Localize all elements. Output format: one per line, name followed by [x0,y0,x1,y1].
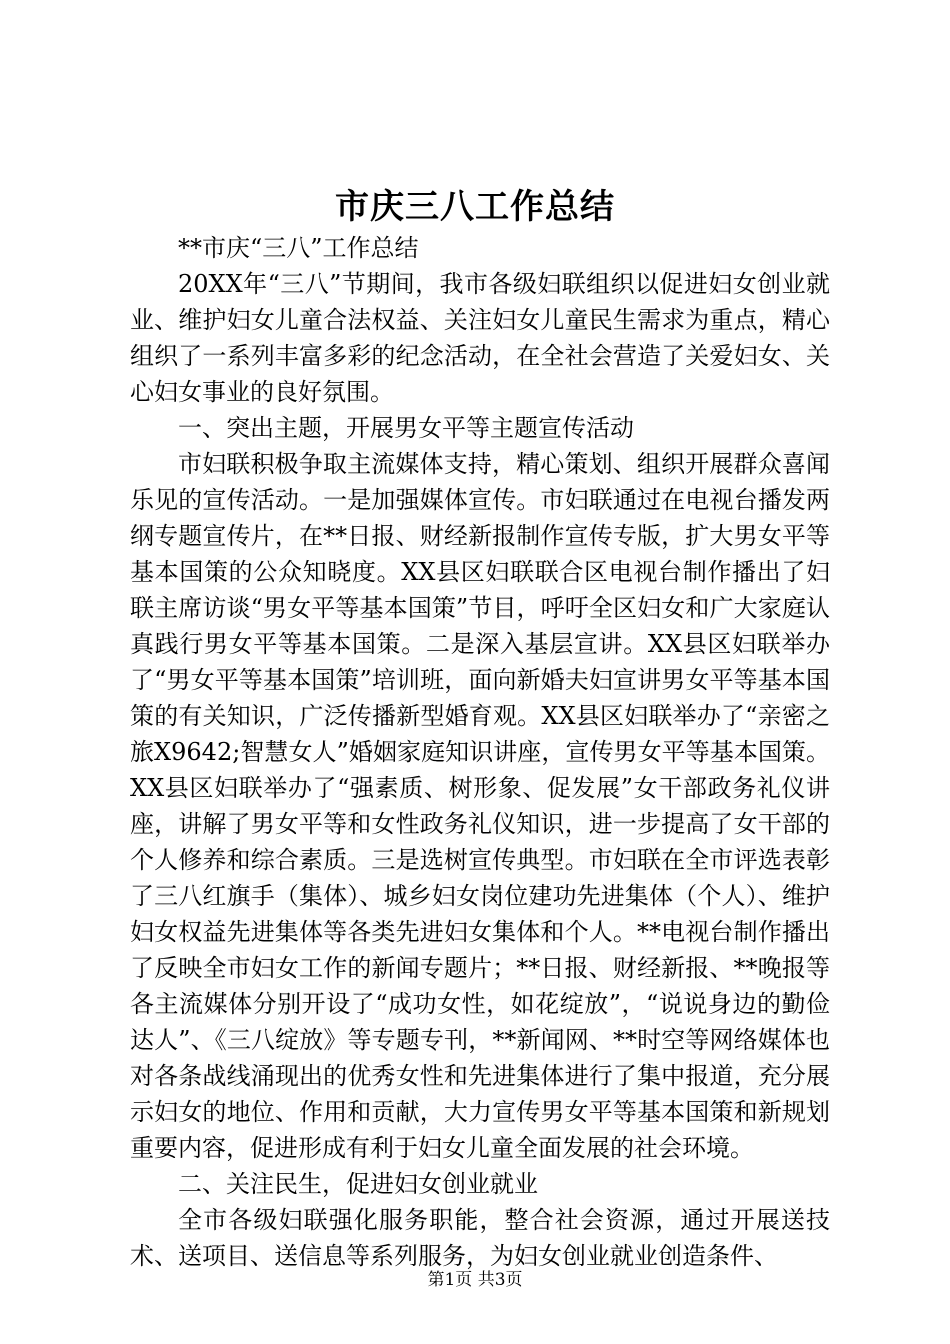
section-1-paragraph: 市妇联积极争取主流媒体支持，精心策划、组织开展群众喜闻乐见的宣传活动。一是加强媒体宣传。市妇联通过在电视台播发两纲专题宣传片，在**日报、财经新报制作宣传专版，扩大男女平等基本国策的公众知晓度。XX县区妇联联合区电视台制作播出了妇联主席访谈“男女平等基本国策”节目，呼吁全区妇女和广大家庭认真践行男女平等基本国策。二是深入基层宣讲。XX县区妇联举办了“男女平等基本国策”培训班，面向新婚夫妇宣讲男女平等基本国策的有关知识，广泛传播新型婚育观。XX县区妇联举办了“亲密之旅X9642;智慧女人”婚姻家庭知识讲座，宣传男女平等基本国策。XX县区妇联举办了“强素质、树形象、促发展”女干部政务礼仪讲座，讲解了男女平等和女性政务礼仪知识，进一步提高了女干部的个人修养和综合素质。三是选树宣传典型。市妇联在全市评选表彰了三八红旗手（集体）、城乡妇女岗位建功先进集体（个人）、维护妇女权益先进集体等各类先进妇女集体和个人。**电视台制作播出了反映全市妇女工作的新闻专题片；**日报、财经新报、**晚报等各主流媒体分别开设了“成功女性，如花绽放”，“说说身边的勤俭达人”、《三八绽放》等专题专刊，**新闻网、**时空等网络媒体也对各条战线涌现出的优秀女性和先进集体进行了集中报道，充分展示妇女的地位、作用和贡献，大力宣传男女平等基本国策和新规划重要内容，促进形成有利于妇女儿童全面发展的社会环境。 [130,450,830,1162]
document-title: 市庆三八工作总结 [335,187,615,227]
section-2-heading: 二、关注民生，促进妇女创业就业 [178,1170,538,1198]
section-2-paragraph: 全市各级妇联强化服务职能，整合社会资源，通过开展送技术、送项目、送信息等系列服务，为妇女创业就业创造条件、 [130,1206,830,1270]
page-footer: 第1页 共3页 [427,1270,523,1290]
subtitle: **市庆“三八”工作总结 [178,234,419,262]
document-body [130,230,830,1274]
intro-paragraph: 20XX年“三八”节期间，我市各级妇联组织以促进妇女创业就业、维护妇女儿童合法权益、关注妇女儿童民生需求为重点，精心组织了一系列丰富多彩的纪念活动，在全社会营造了关爱妇女、关心妇女事业的良好氛围。 [130,270,830,406]
section-1-heading: 一、突出主题，开展男女平等主题宣传活动 [178,414,634,442]
